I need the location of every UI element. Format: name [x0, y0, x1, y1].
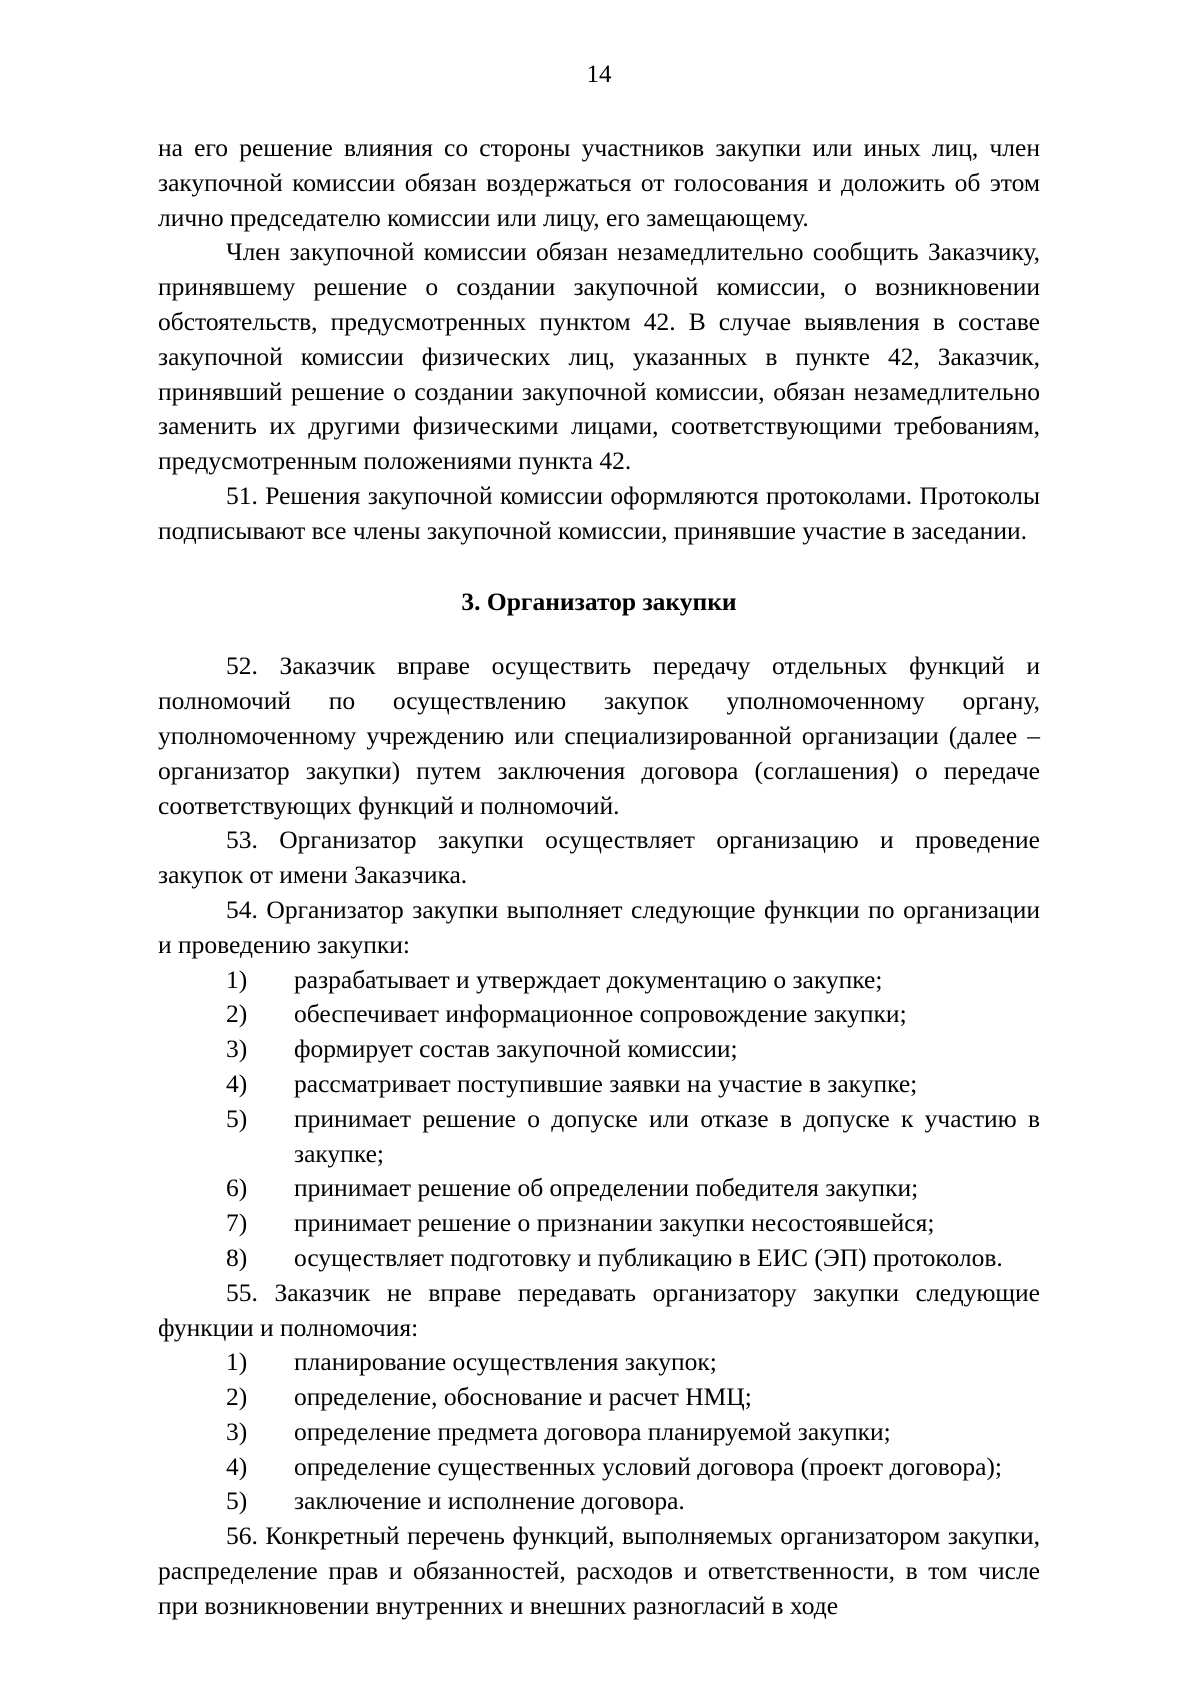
list-item [158, 1067, 1040, 1102]
list-item-label: рассматривает поступившие заявки на участие в закупке; [294, 1068, 918, 1098]
list-item-marker: 1) [226, 1347, 248, 1377]
list-item-marker: 5) [226, 1486, 248, 1516]
list-item [158, 1102, 1040, 1172]
list-item-label: принимает решение о допуске или отказе в допуске к участию в закупке; [294, 1103, 1040, 1168]
list-item [158, 1171, 1040, 1206]
paragraph-55: 55. Заказчик не вправе передавать организатору закупки следующие функции и полномочия: [158, 1277, 1040, 1342]
list-item [158, 1032, 1040, 1067]
list-item-marker: 2) [226, 1382, 248, 1412]
list-item [158, 1380, 1040, 1415]
list-item-label: определение, обоснование и расчет НМЦ; [294, 1382, 752, 1412]
paragraph-51: 51. Решения закупочной комиссии оформляются протоколами. Протоколы подписывают все члены закупочной комиссии, принявшие участие в заседании. [158, 480, 1040, 545]
list-item [158, 1345, 1040, 1380]
list-item [158, 1206, 1040, 1241]
list-item [158, 1484, 1040, 1519]
list-item-label: принимает решение о признании закупки несостоявшейся; [294, 1208, 935, 1238]
document-body [158, 131, 1040, 1624]
list-item [158, 1241, 1040, 1276]
list-item-marker: 3) [226, 1416, 248, 1446]
paragraph-56: 56. Конкретный перечень функций, выполняемых организатором закупки, распределение прав и обязанностей, расходов и ответственности, в том числе при возникновении внутренних и внешних разногласий в ходе [158, 1521, 1040, 1620]
list-item [158, 1450, 1040, 1485]
list-item-label: осуществляет подготовку и публикацию в ЕИС (ЭП) протоколов. [294, 1242, 1003, 1272]
list-item-label: принимает решение об определении победителя закупки; [294, 1173, 919, 1203]
list-item-marker: 5) [226, 1103, 248, 1133]
list-item-marker: 2) [226, 999, 248, 1029]
list-item-label: обеспечивает информационное сопровождение закупки; [294, 999, 907, 1029]
paragraph-52: 52. Заказчик вправе осуществить передачу отдельных функций и полномочий по осуществлению закупок уполномоченному органу, уполномоченному учреждению или специализированной организации (далее – организатор закупки) путем заключения договора (соглашения) о передаче соответствующих функций и полномочий. [158, 651, 1040, 820]
paragraph-54: 54. Организатор закупки выполняет следующие функции по организации и проведению закупки: [158, 894, 1040, 959]
list-item-label: определение существенных условий договора (проект договора); [294, 1451, 1002, 1481]
list-item-marker: 4) [226, 1451, 248, 1481]
paragraph-53: 53. Организатор закупки осуществляет организацию и проведение закупок от имени Заказчика. [158, 825, 1040, 890]
list-item-marker: 4) [226, 1068, 248, 1098]
list-item-label: разрабатывает и утверждает документацию о закупке; [294, 964, 883, 994]
list-item [158, 1415, 1040, 1450]
list-item-marker: 3) [226, 1034, 248, 1064]
list-item-label: формирует состав закупочной комиссии; [294, 1034, 738, 1064]
list-item [158, 963, 1040, 998]
paragraph-member-notify: Член закупочной комиссии обязан незамедлительно сообщить Заказчику, принявшему решение о создании закупочной комиссии, о возникновении обстоятельств, предусмотренных пунктом 42. В случае выявления в составе закупочной комиссии физических лиц, указанных в пункте 42, Заказчик, принявший решение о создании закупочной комиссии, обязан незамедлительно заменить их другими физическими лицами, соответствующими требованиям, предусмотренным положениями пункта 42. [158, 237, 1040, 476]
list-item-label: планирование осуществления закупок; [294, 1347, 717, 1377]
list-item-marker: 6) [226, 1173, 248, 1203]
section-heading-organizer: 3. Организатор закупки [461, 586, 737, 616]
paragraph-continuation: на его решение влияния со стороны участников закупки или иных лиц, член закупочной комиссии обязан воздержаться от голосования и доложить об этом лично председателю комиссии или лицу, его замещающему. [158, 133, 1040, 232]
list-item-marker: 1) [226, 964, 248, 994]
list-item-marker: 7) [226, 1208, 248, 1238]
list-item-label: определение предмета договора планируемой закупки; [294, 1416, 891, 1446]
page-number: 14 [586, 61, 612, 88]
list-item [158, 997, 1040, 1032]
list-functions-54 [158, 963, 1040, 1276]
list-functions-55 [158, 1345, 1040, 1519]
list-item-marker: 8) [226, 1242, 248, 1272]
list-item-label: заключение и исполнение договора. [294, 1486, 685, 1516]
